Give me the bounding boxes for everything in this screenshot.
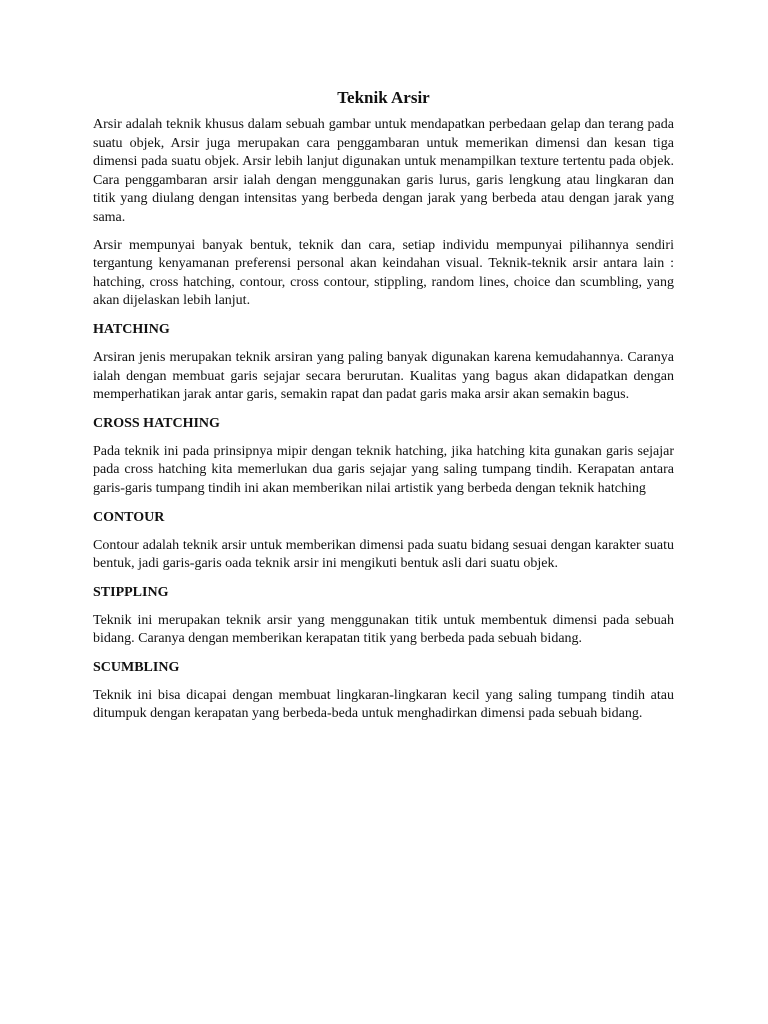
document-page [93,88,674,733]
section-heading: HATCHING [93,321,170,337]
document-title: Teknik Arsir [337,88,430,107]
section-heading: CROSS HATCHING [93,415,220,431]
section-scumbling [93,659,674,724]
section-contour [93,509,674,574]
section-body: Teknik ini merupakan teknik arsir yang menggunakan titik untuk membentuk dimensi pada sebuah bidang. Caranya dengan memberikan kerapatan titik yang berbeda pada sebuah bidang. [93,612,674,647]
section-body: Teknik ini bisa dicapai dengan membuat lingkaran-lingkaran kecil yang saling tumpang tindih atau ditumpuk dengan kerapatan yang berbeda-beda untuk menghadirkan dimensi pada sebuah bidang. [93,687,674,722]
section-hatching [93,321,674,405]
intro-paragraph: Arsir adalah teknik khusus dalam sebuah gambar untuk mendapatkan perbedaan gelap dan terang pada suatu objek, Arsir juga merupakan cara penggambaran untuk memerikan dimensi dan kesan tiga dimensi pada suatu objek. Arsir lebih lanjut digunakan untuk menampilkan texture tertentu pada objek. Cara penggambaran arsir ialah dengan menggunakan garis lurus, garis lengkung atau lingkaran dan titik yang diulang dengan intensitas yang berbeda dengan jarak yang berbeda atau dengan jarak yang sama. [93,117,674,225]
section-stippling [93,584,674,649]
section-cross-hatching [93,415,674,499]
section-heading: STIPPLING [93,584,169,600]
intro-paragraph: Arsir mempunyai banyak bentuk, teknik dan cara, setiap individu mempunyai pilihannya sendiri tergantung kenyamanan preferensi personal akan keindahan visual. Teknik-teknik arsir antara lain : hatching, cross hatching, contour, cross contour, stippling, random lines, choice dan scumbling, yang akan dijelaskan lebih lanjut. [93,237,674,309]
section-heading: SCUMBLING [93,659,180,675]
section-body: Pada teknik ini pada prinsipnya mipir dengan teknik hatching, jika hatching kita gunakan garis sejajar pada cross hatching kita memerlukan dua garis sejajar yang saling tumpang tindih. Kerapatan antara garis-garis tumpang tindih ini akan memberikan nilai artistik yang berbeda dengan teknik hatching [93,443,674,496]
section-body: Contour adalah teknik arsir untuk memberikan dimensi pada suatu bidang sesuai dengan karakter suatu bentuk, jadi garis-garis oada teknik arsir ini mengikuti bentuk asli dari suatu objek. [93,537,674,572]
section-heading: CONTOUR [93,509,165,525]
section-body: Arsiran jenis merupakan teknik arsiran yang paling banyak digunakan karena kemudahannya. Caranya ialah dengan membuat garis sejajar secara berurutan. Kualitas yang bagus akan didapatkan dengan memperhatikan jarak antar garis, semakin rapat dan padat garis maka arsir akan semakin bagus. [93,349,674,403]
